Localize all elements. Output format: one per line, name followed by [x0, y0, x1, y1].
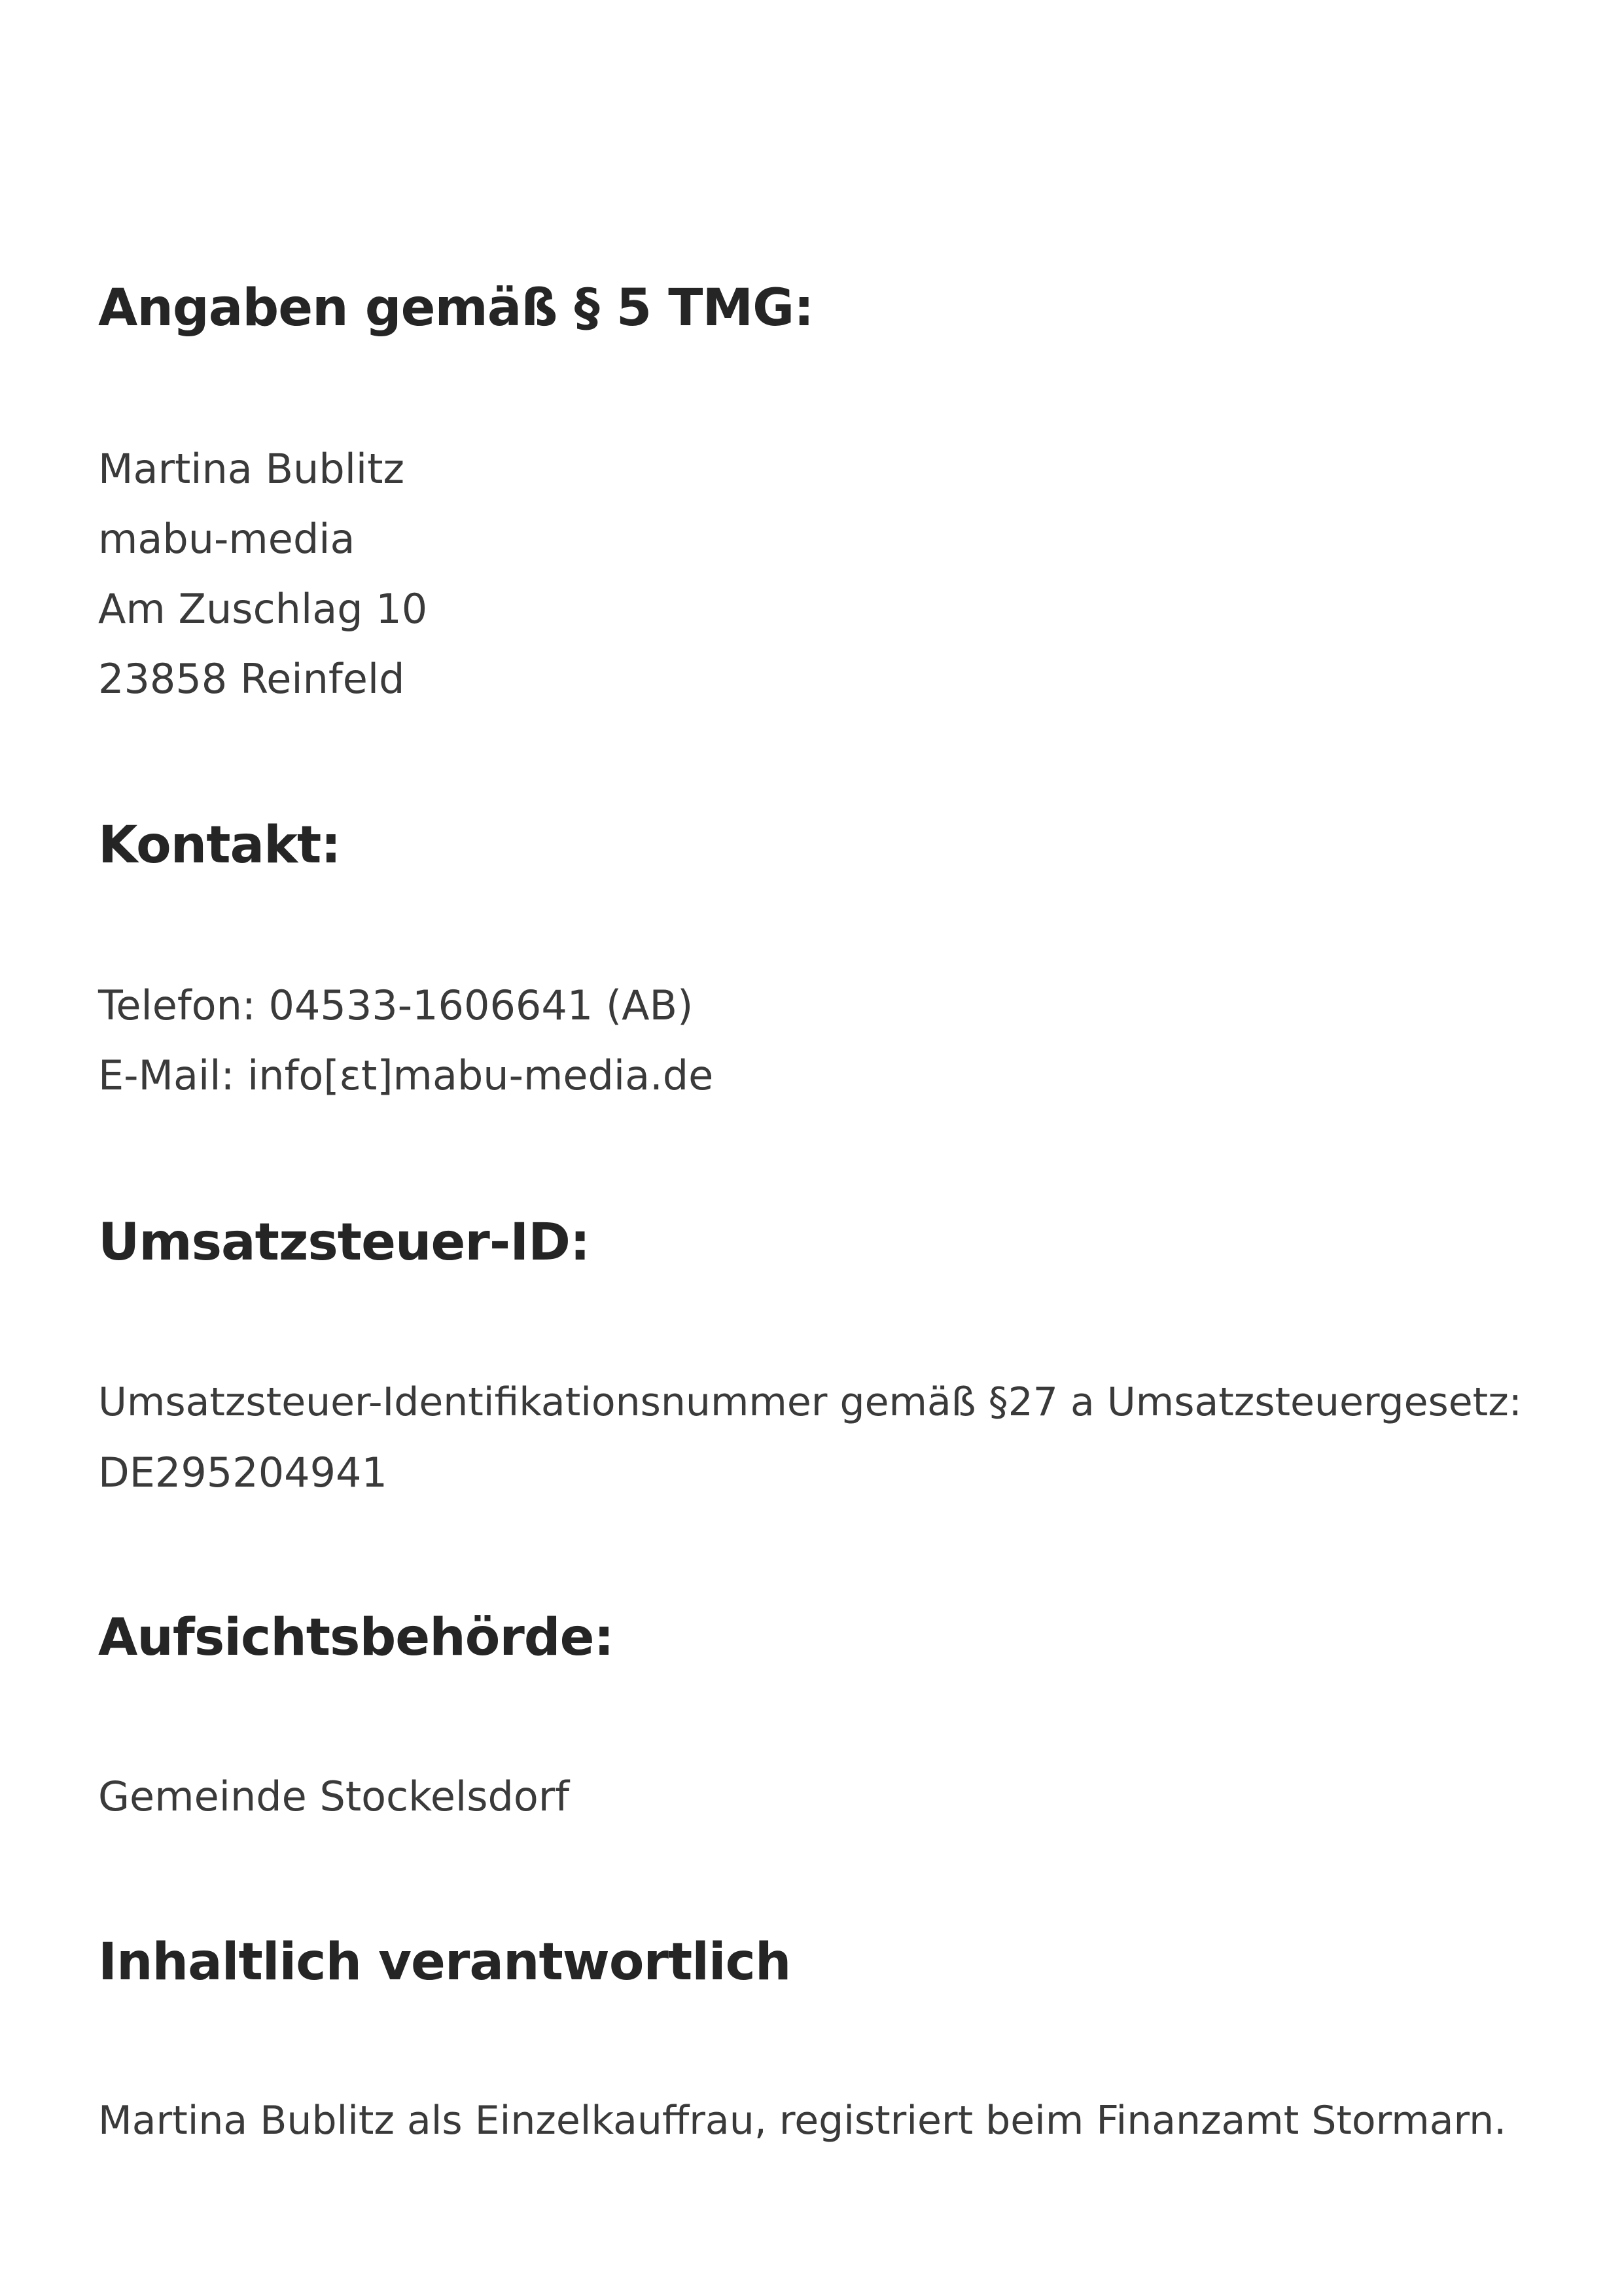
ust-number: DE295204941 — [98, 1449, 387, 1496]
address-company: mabu-media — [98, 515, 355, 563]
contact-block — [98, 970, 713, 1110]
heading-verantwortlich: Inhaltlich verantwortlich — [98, 1933, 791, 1992]
heading-angaben: Angaben gemäß § 5 TMG: — [98, 279, 814, 338]
address-city: 23858 Reinfeld — [98, 655, 405, 703]
verantwortlich-text: Martina Bublitz als Einzelkauffrau, registriert beim Finanzamt Stormarn. — [98, 2098, 1507, 2144]
heading-ust: Umsatzsteuer-ID: — [98, 1213, 590, 1272]
ust-label: Umsatzsteuer-Identifikationsnummer gemäß §27 a Umsatzsteuergesetz: — [98, 1379, 1522, 1425]
address-block — [98, 434, 427, 714]
heading-kontakt: Kontakt: — [98, 816, 341, 875]
verantwortlich-block — [98, 2086, 1506, 2156]
aufsicht-block — [98, 1761, 569, 1831]
imprint-page — [98, 0, 1603, 2296]
address-street: Am Zuschlag 10 — [98, 585, 428, 633]
heading-aufsicht: Aufsichtsbehörde: — [98, 1608, 614, 1667]
aufsicht-authority: Gemeinde Stockelsdorf — [98, 1773, 570, 1820]
address-name: Martina Bublitz — [98, 445, 404, 493]
contact-phone: Telefon: 04533-1606641 (AB) — [98, 981, 694, 1029]
contact-email: E-Mail: info[εt]mabu-media.de — [98, 1051, 714, 1099]
ust-block — [98, 1368, 1522, 1508]
